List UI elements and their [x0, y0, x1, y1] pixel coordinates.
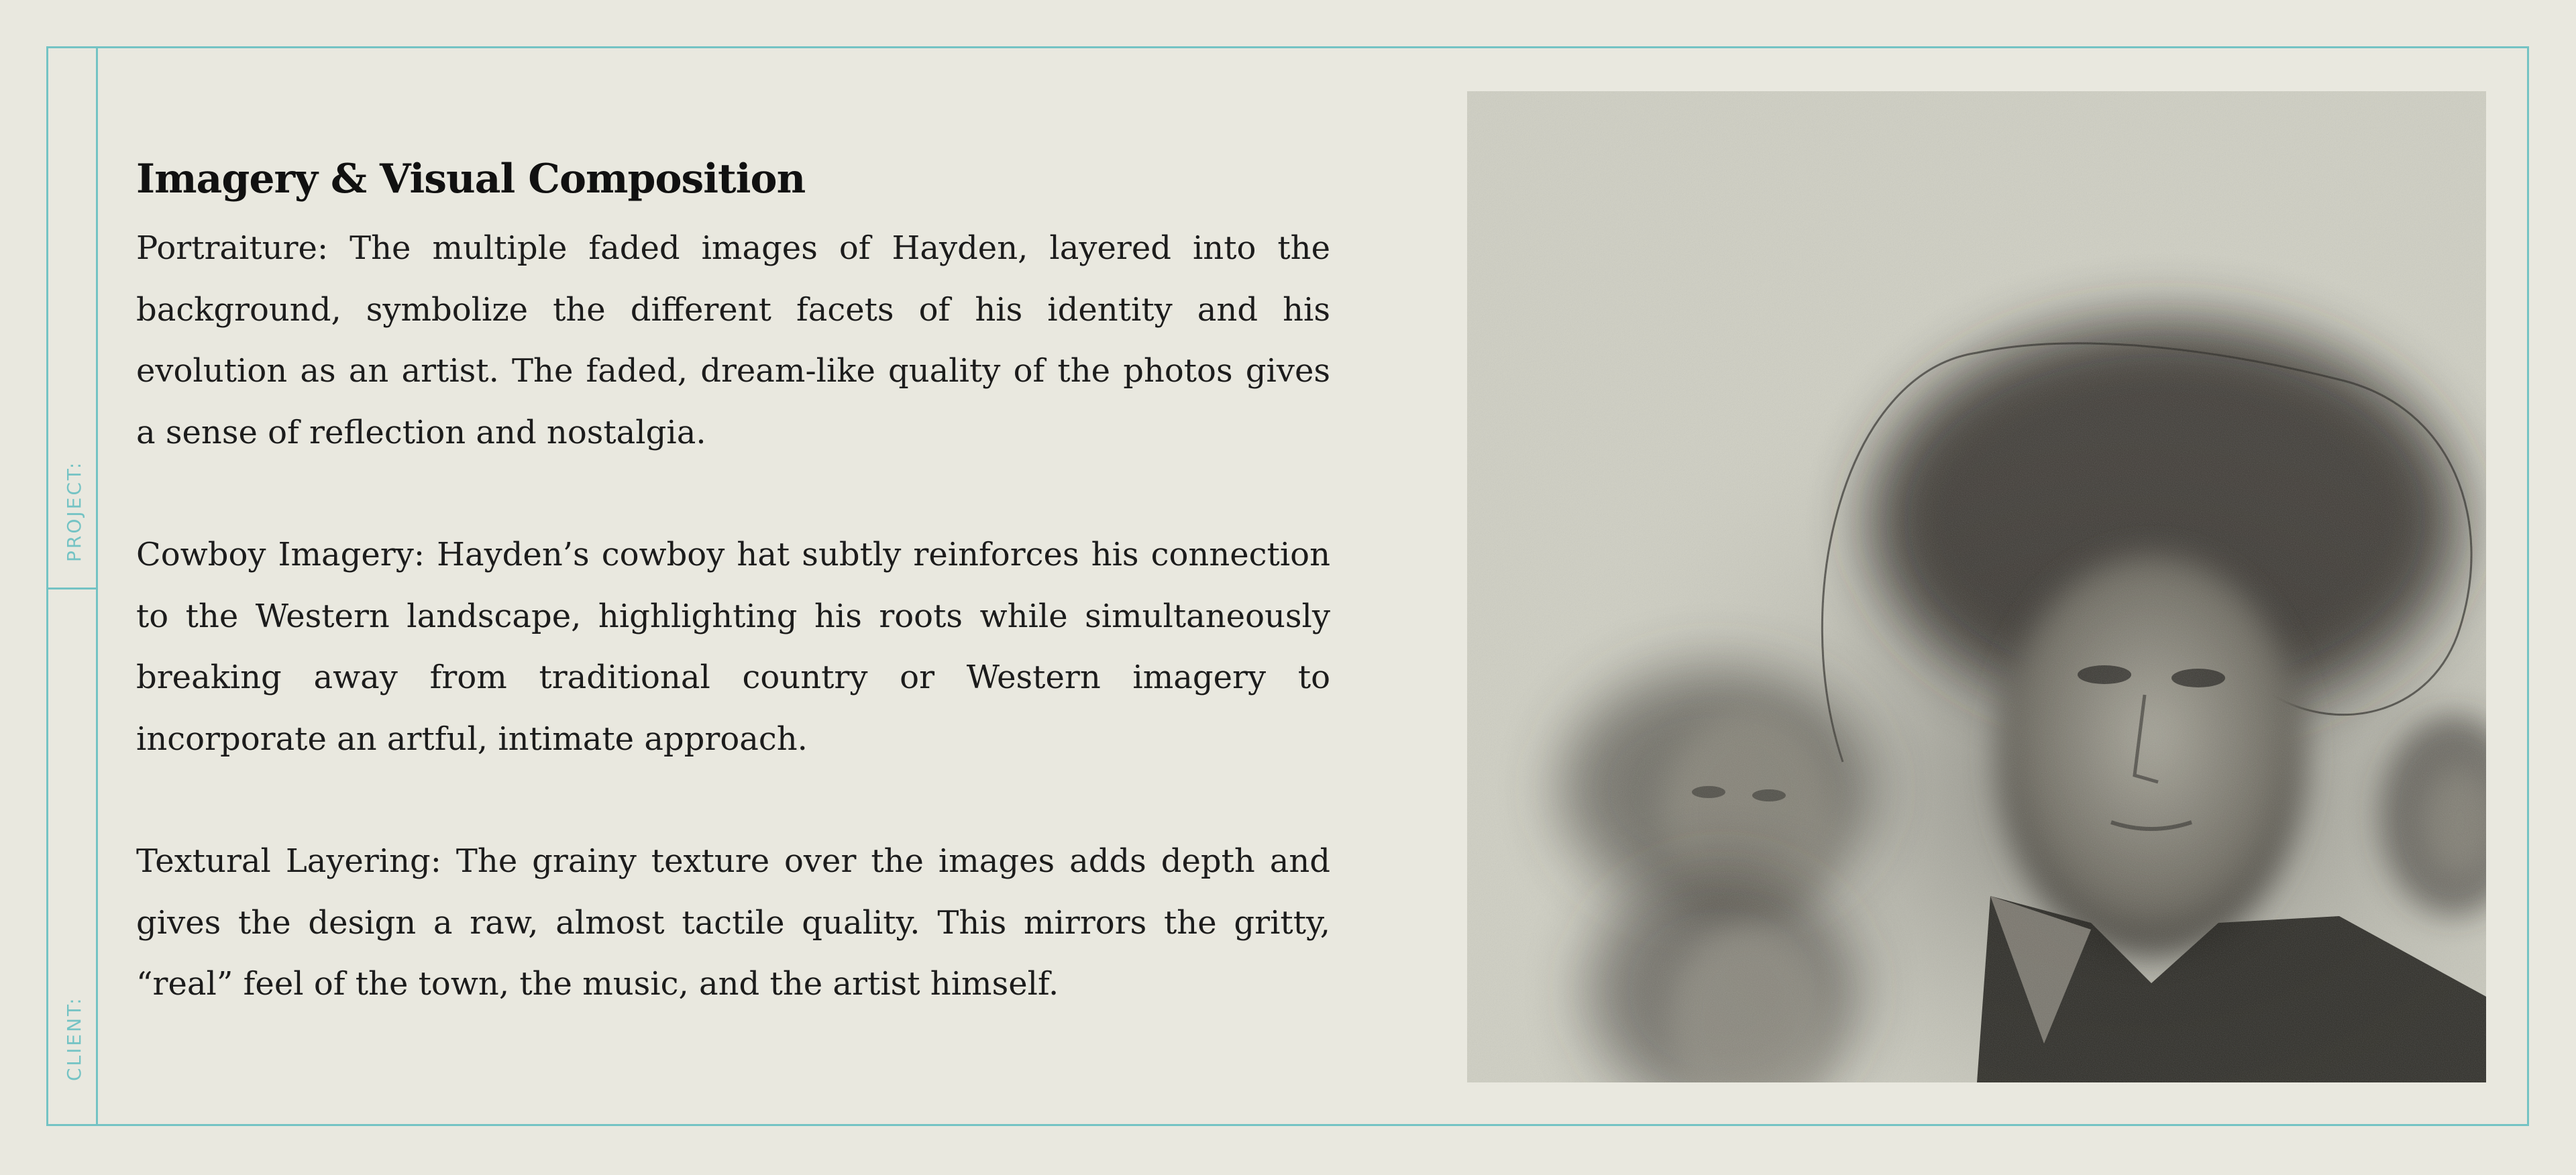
portrait-collage-illustration [1467, 91, 2486, 1082]
paragraph-textural-layering: Textural Layering: The grainy texture over the images adds depth and gives the design a raw, almost tactile quality. This mirrors the gritty, “real” feel of the town, the music, and the artist himself. [136, 842, 1330, 1003]
client-label: CLIENT: [63, 996, 85, 1081]
side-rail [48, 48, 98, 1124]
portrait-collage-image [1467, 91, 2486, 1082]
project-label: PROJECT: [63, 460, 85, 562]
section-heading: Imagery & Visual Composition [136, 156, 806, 203]
paragraph-cowboy-imagery: Cowboy Imagery: Hayden’s cowboy hat subtly reinforces his connection to the Western landscape, highlighting his roots while simultaneously breaking away from traditional country or Western imagery to incorporate an artful, intimate approach. [136, 536, 1330, 758]
rail-divider [48, 588, 96, 590]
section-body [136, 218, 1330, 1015]
paragraph-portraiture: Portraiture: The multiple faded images of Hayden, layered into the background, symbolize the different facets of his identity and his evolution as an artist. The faded, dream-like quality of the photos gives a sense of reflection and nostalgia. [136, 229, 1330, 451]
